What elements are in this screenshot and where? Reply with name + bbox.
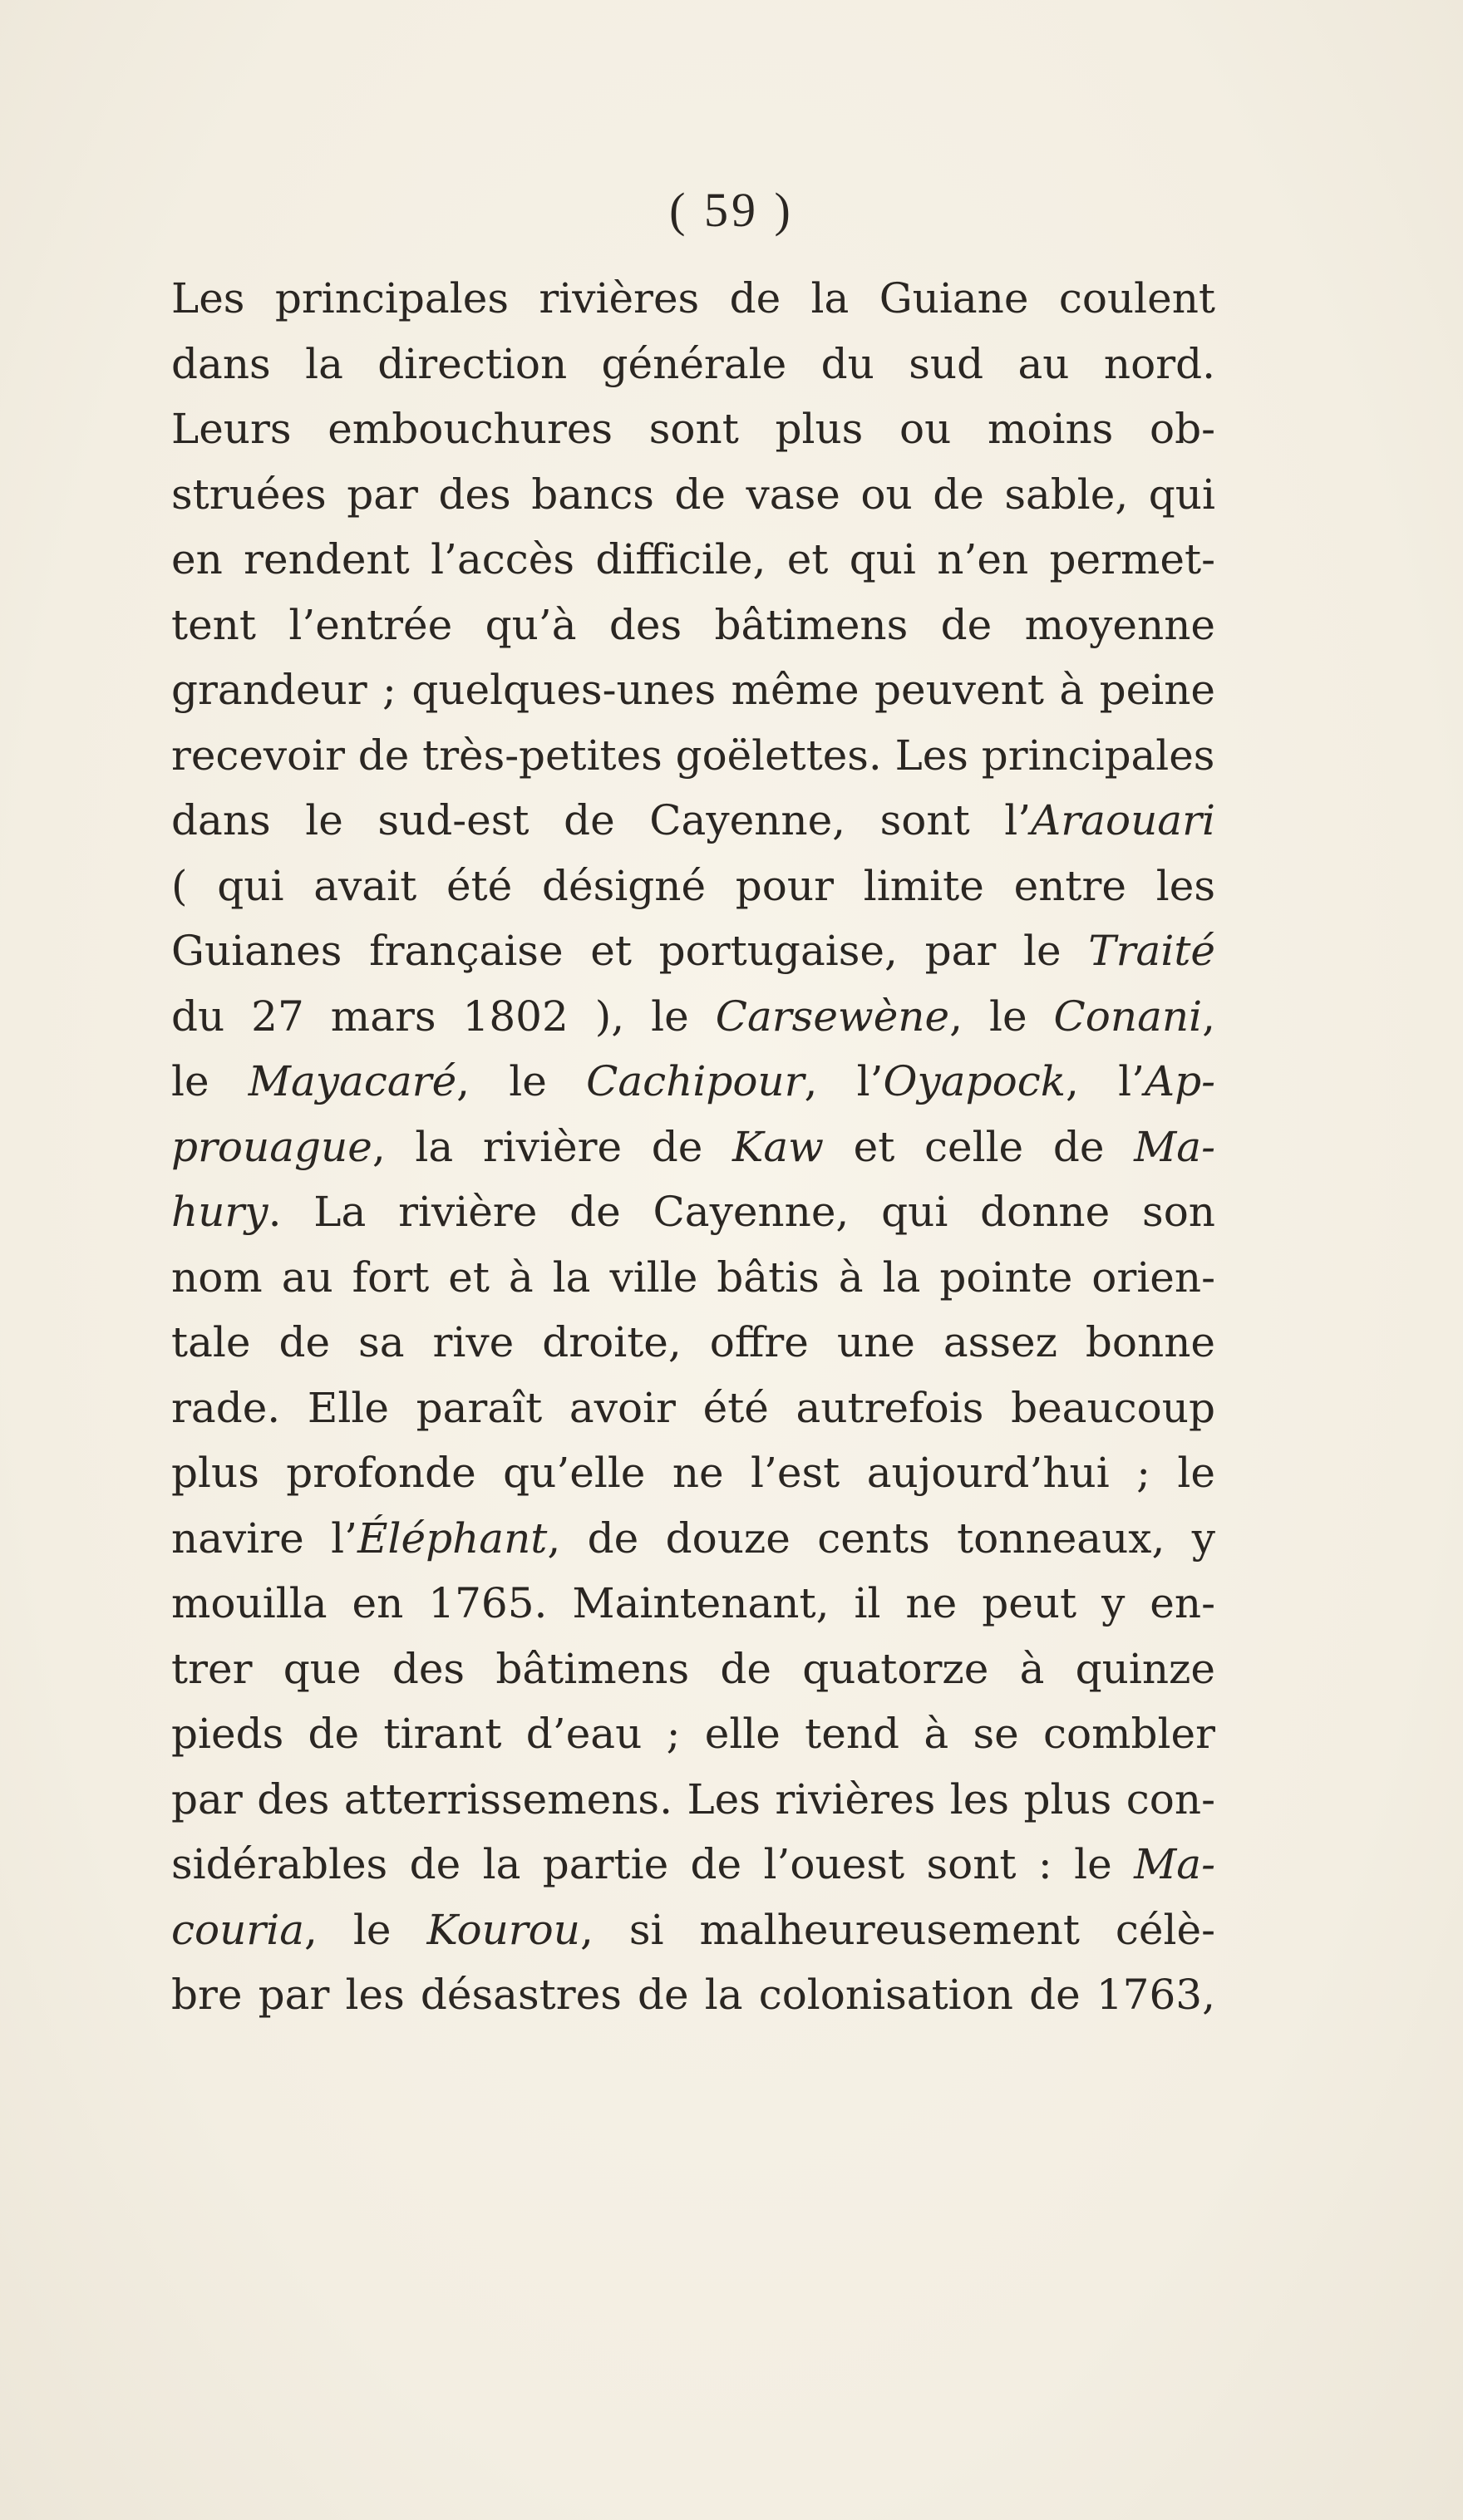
- italic-segment: Cachipour: [586, 1057, 805, 1105]
- text-segment: , si malheureusement célè-: [579, 1905, 1215, 1954]
- text-segment: navire l’: [171, 1513, 357, 1563]
- text-segment: , la rivière de: [372, 1122, 732, 1171]
- text-line: [171, 1767, 1215, 1833]
- text-line: [171, 1832, 1215, 1897]
- text-line: [171, 1049, 1215, 1115]
- text-line: [171, 462, 1215, 528]
- italic-segment: couria: [171, 1905, 305, 1954]
- text-segment: en rendent l’accès difficile, et qui n’en permet-: [171, 535, 1215, 583]
- text-line: [171, 788, 1215, 854]
- text-segment: trer que des bâtimens de quatorze à quinze: [171, 1644, 1215, 1693]
- italic-segment: Araouari: [1031, 796, 1215, 844]
- italic-segment: Éléphant: [357, 1513, 548, 1563]
- text-line: [171, 1179, 1215, 1245]
- italic-segment: Ma-: [1134, 1840, 1215, 1888]
- text-segment: sidérables de la partie de l’ouest sont : le: [171, 1840, 1135, 1888]
- text-segment: grandeur ; quelques-unes même peuvent à peine: [171, 666, 1215, 714]
- text-segment: , le: [304, 1905, 427, 1954]
- text-line: [171, 1637, 1215, 1702]
- text-line: [171, 918, 1215, 984]
- text-line: [171, 854, 1215, 919]
- italic-segment: Mayacaré: [248, 1057, 457, 1105]
- text-segment: Leurs embouchures sont plus ou moins ob-: [171, 405, 1215, 453]
- text-segment: mouilla en 1765. Maintenant, il ne peut y en-: [171, 1579, 1215, 1627]
- text-segment: recevoir de très-petites goëlettes. Les principales: [171, 731, 1215, 780]
- italic-segment: Conani: [1053, 992, 1203, 1041]
- text-line: [171, 266, 1215, 332]
- text-line: [171, 1376, 1215, 1441]
- page-number: ( 59 ): [669, 183, 794, 237]
- text-segment: , de douze cents tonneaux, y: [547, 1513, 1215, 1563]
- italic-segment: Oyapock: [883, 1057, 1066, 1105]
- text-segment: du 27 mars 1802 ), le: [171, 992, 716, 1041]
- text-line: [171, 1897, 1215, 1963]
- text-segment: par des atterrissemens. Les rivières les plus con-: [171, 1774, 1215, 1824]
- body-text: [171, 266, 1215, 2028]
- text-line: [171, 723, 1215, 789]
- italic-segment: hury: [171, 1188, 268, 1236]
- text-line: [171, 1245, 1215, 1311]
- text-line: [171, 1310, 1215, 1376]
- italic-segment: Kourou: [426, 1905, 580, 1954]
- text-segment: le: [171, 1057, 249, 1105]
- italic-segment: Ma-: [1134, 1122, 1215, 1171]
- italic-segment: Traité: [1088, 927, 1215, 975]
- text-line: [171, 1506, 1215, 1572]
- text-segment: Guianes française et portugaise, par le: [171, 927, 1089, 975]
- text-line: [171, 593, 1215, 658]
- text-segment: , le: [456, 1057, 587, 1105]
- italic-segment: Carsewène: [715, 992, 950, 1041]
- italic-segment: Kaw: [732, 1122, 824, 1171]
- text-segment: pieds de tirant d’eau ; elle tend à se combler: [171, 1710, 1215, 1758]
- text-line: [171, 527, 1215, 593]
- text-segment: , l’: [804, 1057, 884, 1105]
- text-segment: dans la direction générale du sud au nord.: [171, 339, 1215, 388]
- text-segment: tent l’entrée qu’à des bâtimens de moyenne: [171, 600, 1215, 649]
- text-segment: bre par les désastres de la colonisation de 1763,: [171, 1971, 1215, 2019]
- text-line: [171, 1701, 1215, 1767]
- text-segment: rade. Elle paraît avoir été autrefois beaucoup: [171, 1383, 1215, 1432]
- text-segment: , le: [949, 992, 1054, 1041]
- italic-segment: Ap-: [1144, 1057, 1215, 1105]
- text-segment: tale de sa rive droite, offre une assez bonne: [171, 1318, 1215, 1366]
- italic-segment: prouague: [171, 1122, 372, 1171]
- text-line: [171, 1115, 1215, 1180]
- text-segment: nom au fort et à la ville bâtis à la pointe orien-: [171, 1253, 1215, 1302]
- text-line: [171, 1962, 1215, 2028]
- text-segment: ( qui avait été désigné pour limite entre les: [171, 861, 1215, 910]
- text-line: [171, 332, 1215, 397]
- text-line: [171, 657, 1215, 723]
- text-line: [171, 1440, 1215, 1506]
- text-segment: ,: [1202, 992, 1215, 1041]
- text-segment: dans le sud-est de Cayenne, sont l’: [171, 796, 1032, 844]
- text-segment: , l’: [1066, 1057, 1145, 1105]
- text-segment: struées par des bancs de vase ou de sable, qui: [171, 470, 1215, 519]
- text-line: [171, 984, 1215, 1050]
- text-segment: . La rivière de Cayenne, qui donne son: [268, 1188, 1215, 1236]
- text-segment: et celle de: [823, 1122, 1135, 1171]
- text-segment: Les principales rivières de la Guiane coulent: [171, 274, 1215, 322]
- text-segment: plus profonde qu’elle ne l’est aujourd’hui ; le: [171, 1449, 1215, 1497]
- text-line: [171, 396, 1215, 462]
- text-line: [171, 1571, 1215, 1637]
